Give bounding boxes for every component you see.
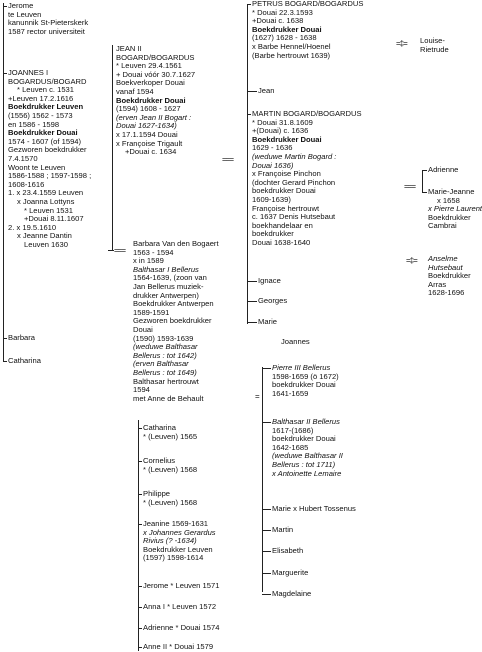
entry-line: Arras (428, 279, 447, 289)
label-joannes: Joannes (281, 337, 310, 346)
label-anna-i: Anna I * Leuven 1572 (143, 602, 217, 611)
entry-line: x Barbe Hennel/Hoenel (252, 41, 331, 51)
entry-line: x Françoise Trigault (116, 138, 183, 148)
tree-tick (262, 573, 271, 574)
tree-tick (3, 73, 7, 74)
label-catharina: Catharina (8, 356, 41, 365)
entry-line: Jan Bellerus muziek- (133, 281, 204, 291)
tree-tick (138, 586, 142, 587)
entry-line: Barbara Van den Bogaert (133, 239, 219, 248)
entry-line: * Douai 22.3.1593 (252, 7, 313, 17)
label-elisabeth: Elisabeth (272, 546, 304, 555)
label-ignace: Ignace (258, 276, 281, 285)
entry-line: Françoise hertrouwt (252, 203, 320, 213)
tree-tick (138, 428, 142, 429)
entry-line: * (Leuven) 1565 (143, 431, 198, 441)
entry-anne-ii (143, 643, 213, 652)
entry-line: MARTIN BOGARD/BOGARDUS (252, 109, 362, 118)
entry-anselme-hutsebaut (428, 255, 471, 298)
entry-line: Jerome (8, 1, 34, 10)
label-anne-ii: Anne II * Douai 1579 (143, 642, 214, 651)
entry-line: Douai 1638-1640 (252, 237, 311, 247)
entry-line: 1642-1685 (272, 442, 309, 452)
label-martin: Martin (272, 525, 294, 534)
entry-line: te Leuven (8, 9, 42, 19)
entry-line: Boekdrukker Douai (252, 24, 322, 34)
label-adrienne: Adrienne (428, 165, 459, 174)
entry-line: (weduwe Martin Bogard : (252, 151, 337, 161)
entry-line: Cambrai (428, 221, 457, 231)
tree-tick (422, 170, 427, 171)
entry-barbara-van-den-bogaert (133, 240, 219, 403)
entry-line: (1627) 1628 - 1638 (252, 33, 317, 43)
entry-line: BOGARDUS/BOGARD (8, 76, 87, 86)
tree-tick (3, 6, 7, 7)
tree-tick (247, 91, 257, 92)
entry-line: Boekdrukker (428, 271, 471, 281)
entry-line: BOGARD/BOGARDUS (116, 52, 195, 62)
marriage-connector-jean-ii: === (222, 155, 234, 164)
entry-line: Woont te Leuven (8, 162, 66, 172)
entry-line: Balthasar hertrouwt (133, 376, 199, 386)
entry-line: (1556) 1562 - 1573 (8, 110, 73, 120)
tree-tick (262, 422, 271, 423)
entry-catharina-col1 (8, 357, 41, 366)
entry-cornelius (143, 457, 197, 474)
entry-martin-col3 (272, 526, 293, 535)
tree-tick (3, 338, 7, 339)
entry-line: x Joanna Lottyns (17, 196, 75, 206)
entry-line: Boekdrukker (428, 212, 471, 222)
entry-line: (erven Balthasar (133, 359, 189, 369)
entry-joannes-i (8, 69, 91, 249)
tree-tick (247, 301, 257, 302)
entry-line: (1590) 1593-1639 (133, 333, 194, 343)
tree-tick (262, 509, 271, 510)
entry-louise-rietrude (420, 37, 449, 54)
entry-line: Leuven 1630 (24, 239, 68, 249)
entry-line: Douai 1636) (252, 160, 294, 170)
tree-tick (247, 322, 257, 323)
tree-line-col3-top (247, 4, 248, 324)
label-jean: Jean (258, 86, 275, 95)
entry-line: (Barbe hertrouwt 1639) (252, 50, 331, 60)
tree-line-col1 (3, 3, 4, 362)
entry-line: Anselme (428, 254, 458, 263)
entry-line: 1. x 23.4.1559 Leuven (8, 188, 84, 198)
entry-line: 1594 (133, 385, 150, 395)
entry-line: Rietrude (420, 44, 449, 54)
entry-line: * (Leuven) 1568 (143, 497, 198, 507)
entry-line: boekdrukker Douai (272, 380, 336, 390)
entry-jean-ii (116, 45, 195, 157)
entry-marie-jeanne (428, 188, 482, 231)
entry-line: c. 1637 Denis Hutsebaut (252, 212, 336, 222)
entry-line: +(Douai) c. 1636 (252, 126, 309, 136)
entry-jean-col3 (258, 87, 274, 96)
entry-line: Douai 1627-1634) (116, 121, 177, 131)
tree-tick (262, 368, 271, 369)
tree-tick (262, 594, 271, 595)
entry-line: boekhandelaar en (252, 220, 313, 230)
entry-line: x Françoise Pinchon (252, 169, 321, 179)
entry-line: (1597) 1598-1614 (143, 553, 204, 563)
entry-line: x Jeanne Dantin (17, 231, 72, 241)
entry-adrienne-col4 (428, 166, 458, 175)
entry-line: en 1586 - 1598 (8, 119, 60, 129)
entry-line: Louise- (420, 36, 445, 45)
entry-line: 1586-1588 ; 1597-1598 ; (8, 171, 92, 181)
entry-line: 7.4.1570 (8, 153, 38, 163)
label-marguerite: Marguerite (272, 568, 309, 577)
entry-pierre-iii (272, 364, 339, 398)
entry-anna-i (143, 603, 216, 612)
entry-line: x Pierre Laurent (428, 204, 482, 214)
label-georges: Georges (258, 296, 288, 305)
entry-line: * Leuven 1531 (24, 205, 73, 215)
entry-jeanine (143, 520, 216, 563)
entry-marie (258, 318, 277, 327)
entry-line: Balthasar II Bellerus (272, 417, 340, 426)
tree-tick (247, 4, 251, 5)
entry-line: (weduwe Balthasar (133, 342, 198, 352)
entry-line: boekdrukker Douai (252, 186, 316, 196)
tree-tick (138, 607, 142, 608)
label-adrienne-1574: Adrienne * Douai 1574 (143, 623, 220, 632)
entry-line: Boekdrukker Douai (8, 128, 78, 138)
entry-line: Gezworen boekdrukker (133, 316, 212, 326)
entry-philippe (143, 490, 197, 507)
entry-line: Bellerus : tot 1649) (133, 367, 197, 377)
entry-line: JOANNES I (8, 68, 49, 77)
entry-line: 1641-1659 (272, 388, 309, 398)
entry-line: Boekdrukker Douai (252, 134, 322, 144)
entry-adrienne-col2 (143, 624, 219, 633)
entry-line: 1629 - 1636 (252, 143, 293, 153)
entry-line: 1564-1639, (zoon van (133, 273, 207, 283)
entry-line: Philippe (143, 489, 171, 498)
entry-line: 1574 - 1607 (of 1594) (8, 136, 82, 146)
connector-line (108, 250, 114, 251)
tree-tick (262, 551, 271, 552)
entry-line: boekdrukker (252, 229, 294, 239)
tree-line-col2-top (112, 45, 113, 250)
entry-line: (weduwe Balthasar II (272, 451, 343, 461)
entry-petrus (252, 0, 363, 60)
tree-tick (138, 494, 142, 495)
entry-martin (252, 110, 362, 248)
entry-line: x 17.1.1594 Douai (116, 129, 178, 139)
tree-tick (422, 192, 427, 193)
entry-line: Jeanine 1569-1631 (143, 519, 209, 528)
entry-line: Catharina (143, 423, 176, 432)
entry-line: x Johannes Gerardus (143, 527, 216, 537)
entry-magdelaine (272, 590, 311, 599)
entry-line: (1594) 1608 - 1627 (116, 104, 181, 114)
entry-line: +Douai 8.11.1607 (24, 214, 84, 224)
label-jerome-1571: Jerome * Leuven 1571 (143, 581, 220, 590)
entry-line: Hutsebaut (428, 262, 463, 272)
marriage-connector-petrus: =‡= (396, 39, 407, 48)
entry-line: x 1658 (437, 195, 460, 205)
entry-line: 1617-(1686) (272, 425, 314, 435)
entry-line: Douai (133, 324, 153, 334)
tree-tick (138, 461, 142, 462)
entry-line: 1563 - 1594 (133, 247, 174, 257)
entry-line: Boekdrukker Douai (116, 95, 186, 105)
entry-line: Balthasar I Bellerus (133, 264, 199, 274)
entry-line: Boekdrukker Antwerpen (133, 299, 214, 309)
label-marie-tossenus: Marie x Hubert Tossenus (272, 504, 356, 513)
entry-line: Rivius (? -1634) (143, 536, 197, 546)
entry-line: x Antoinette Lemaire (272, 468, 342, 478)
entry-line: 2. x 19.5.1610 (8, 222, 57, 232)
entry-line: boekdrukker Douai (272, 434, 336, 444)
entry-line: 1608-1616 (8, 179, 45, 189)
entry-line: PETRUS BOGARD/BOGARDUS (252, 0, 364, 8)
entry-line: kanunnik St-Pieterskerk (8, 18, 89, 28)
entry-line: Gezworen boekdrukker (8, 145, 87, 155)
entry-line: Boekdrukker Leuven (143, 544, 213, 554)
entry-line: 1598-1659 (ö 1672) (272, 371, 339, 381)
label-magdelaine: Magdelaine (272, 589, 312, 598)
entry-ignace (258, 277, 281, 286)
entry-line: 1589-1591 (133, 307, 170, 317)
entry-line: drukker Antwerpen) (133, 290, 199, 300)
entry-line: Bellerus : tot 1642) (133, 350, 197, 360)
entry-line: Boekverkoper Douai (116, 78, 185, 88)
tree-tick (247, 114, 251, 115)
entry-line: Boekdrukker Leuven (8, 102, 84, 112)
entry-line: +Douai c. 1638 (252, 16, 304, 26)
entry-joannes-col3 (281, 338, 310, 347)
entry-marie-tossenus (272, 505, 356, 514)
entry-line: x in 1589 (133, 256, 164, 266)
marriage-connector-martin: === (404, 182, 416, 191)
entry-line: 1628-1696 (428, 288, 465, 298)
entry-line: Marie-Jeanne (428, 187, 475, 196)
entry-jerome-col2 (143, 582, 219, 591)
entry-line: * Douai 31.8.1609 (252, 117, 313, 127)
entry-line: JEAN II (116, 44, 142, 53)
marriage-connector-barbara: = (255, 392, 259, 401)
tree-tick (3, 361, 7, 362)
tree-tick (138, 524, 142, 525)
entry-line: 1609-1639) (252, 194, 291, 204)
entry-line: (dochter Gerard Pinchon (252, 177, 336, 187)
entry-line: met Anne de Behault (133, 393, 204, 403)
marriage-connector-joannes: === (114, 246, 126, 255)
entry-line: vanaf 1594 (116, 86, 154, 96)
entry-barbara-col1 (8, 334, 35, 343)
entry-elisabeth (272, 547, 303, 556)
entry-line: * Leuven c. 1531 (17, 85, 74, 95)
tree-line-col3-bottom (262, 367, 263, 592)
entry-line: +Douai c. 1634 (125, 147, 177, 157)
marriage-connector-francoise: =‡= (406, 256, 417, 265)
tree-tick (138, 647, 142, 648)
entry-georges (258, 297, 287, 306)
entry-jerome-canon (8, 2, 88, 36)
entry-line: * (Leuven) 1568 (143, 464, 198, 474)
entry-line: Bellerus : tot 1711) (272, 459, 336, 469)
entry-line: * Leuven 29.4.1561 (116, 61, 182, 71)
tree-line-col4 (422, 170, 423, 192)
tree-tick (247, 281, 257, 282)
tree-tick (138, 628, 142, 629)
entry-line: + Douai vóór 30.7.1627 (116, 69, 196, 79)
entry-line: (erven Jean II Bogart : (116, 112, 192, 122)
label-marie: Marie (258, 317, 277, 326)
tree-tick (262, 530, 271, 531)
entry-line: Pierre III Bellerus (272, 363, 331, 372)
entry-line: +Leuven 17.2.1616 (8, 93, 74, 103)
entry-line: Cornelius (143, 456, 176, 465)
entry-line: 1587 rector universiteit (8, 26, 85, 36)
entry-catharina-col2 (143, 424, 197, 441)
tree-line-col2 (138, 420, 139, 651)
label-barbara: Barbara (8, 333, 36, 342)
entry-marguerite (272, 569, 308, 578)
entry-balthasar-ii (272, 418, 343, 478)
